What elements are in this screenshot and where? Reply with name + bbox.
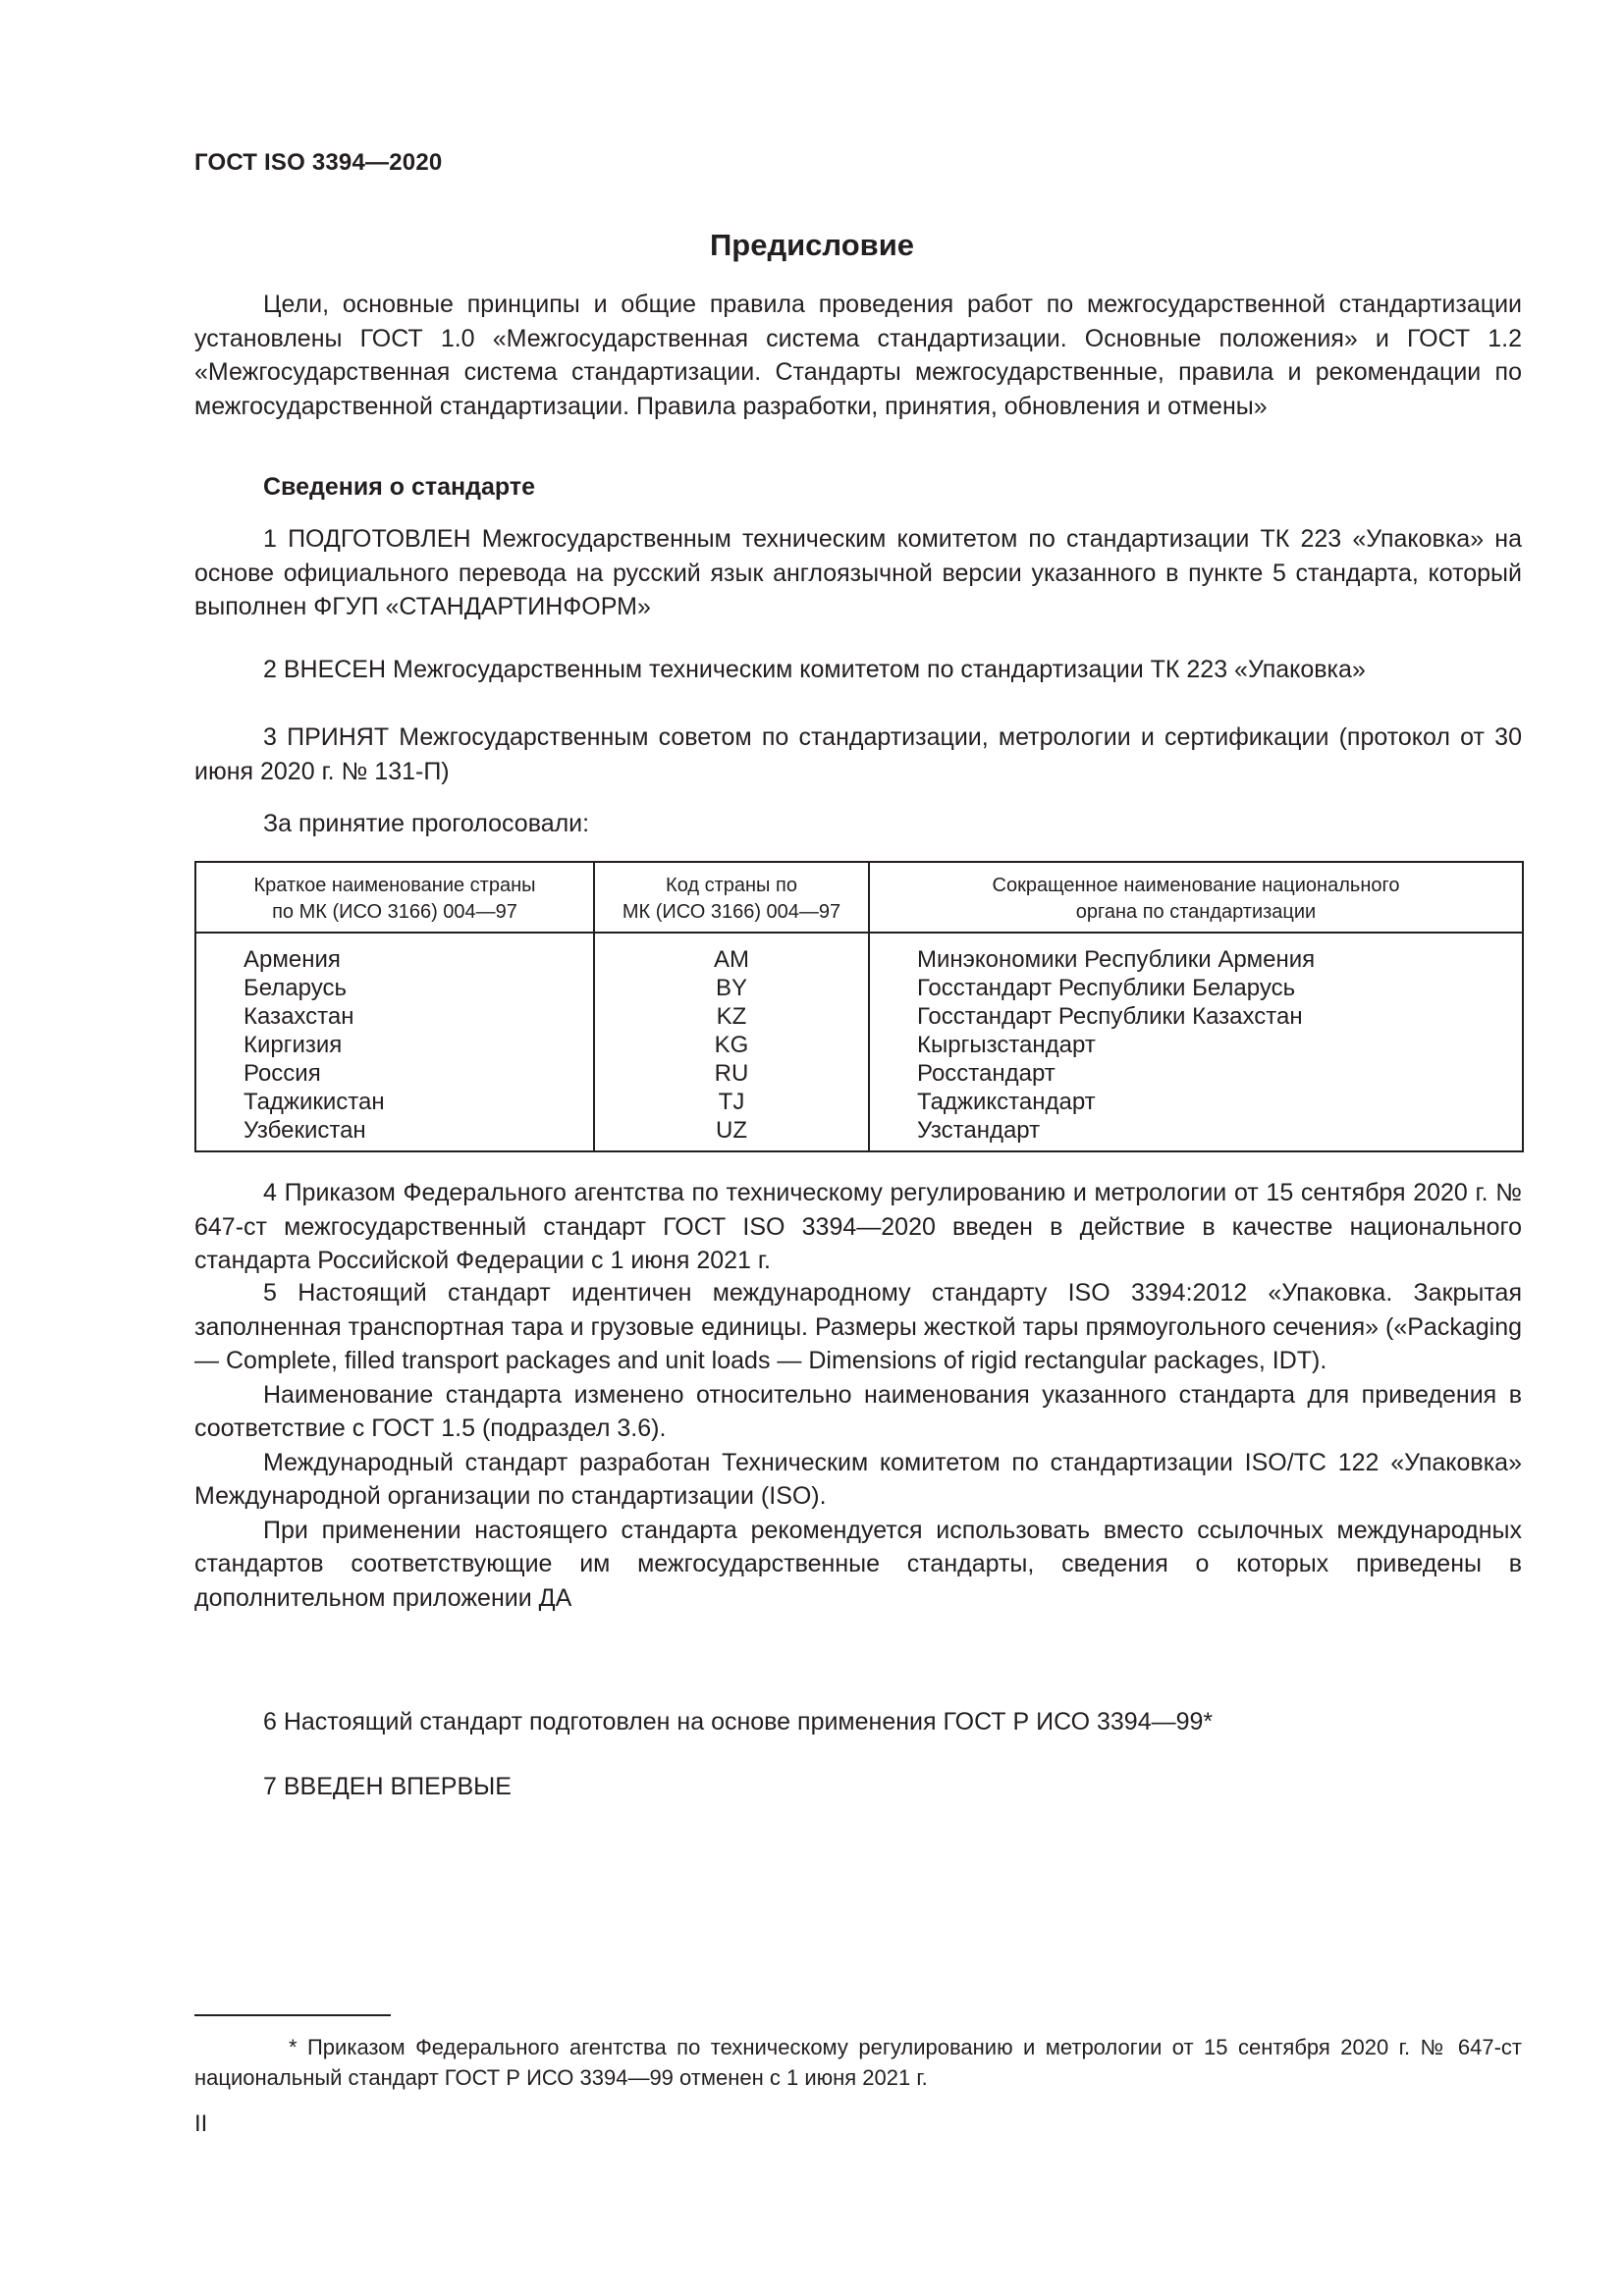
item-3-text: 3 ПРИНЯТ Межгосударственным советом по стандартизации, метрологии и сертификации (протокол от 30 июня 2020 г. № 131-П) [194,723,1522,785]
item-1-text: 1 ПОДГОТОВЛЕН Межгосударственным техническим комитетом по стандартизации ТК 223 «Упаковка» на основе официального перевода на русский язык англоязычной версии указанного в пункте 5 стандарта, который выполнен ФГУП «СТАНДАРТИНФОРМ» [194,525,1522,620]
item-1 [194,522,1522,624]
table-cell-code: BY [715,975,747,1001]
intro-text: Цели, основные принципы и общие правила проведения работ по межгосударственной стандартизации установлены ГОСТ 1.0 «Межгосударственная система стандартизации. Основные положения» и ГОСТ 1.2 «Межгосударственная система стандартизации. Стандарты межгосударственные, правила и рекомендации по межгосударственной стандартизации. Правила разработки, принятия, обновления и отмены» [194,291,1522,420]
item-3 [194,721,1522,788]
header-line: Краткое наименование страны [253,875,536,896]
item-5-paragraph-4: При применении настоящего стандарта рекомендуется использовать вместо ссылочных международных стандартов соответствующие им межгосударственные стандарты, сведения о которых приведены в дополнительном приложении ДА [194,1516,1522,1612]
table-cell-code: AM [714,946,749,973]
item-4 [194,1176,1522,1278]
document-header: ГОСТ ISO 3394—2020 [194,149,443,176]
table-cell-code: UZ [716,1117,747,1144]
header-line: МК (ИСО 3166) 004—97 [622,901,841,923]
header-line: Код страны по [666,875,797,896]
footnote-text: * Приказом Федерального агентства по техническому регулированию и метрологии от 15 сентября 2020 г. № 647-ст национальный стандарт ГОСТ Р ИСО 3394—99 отменен с 1 июня 2021 г. [194,2035,1522,2090]
footnote [194,2032,1522,2093]
info-heading: Сведения о стандарте [263,473,536,501]
table-cell-body: Минэкономики Республики Армения [917,946,1316,973]
table-header-code [595,873,868,926]
page-title: Предисловие [709,228,914,262]
table-cell-body: Узстандарт [917,1117,1041,1144]
table-cell-code: KZ [716,1003,747,1030]
footnote-rule [194,2014,391,2016]
header-line: органа по стандартизации [1075,901,1317,923]
item-5-paragraph-1: 5 Настоящий стандарт идентичен международному стандарту ISO 3394:2012 «Упаковка. Закрытая заполненная транспортная тара и грузовые единицы. Размеры жесткой тары прямоугольного сечения» («Packaging — Complete, filled transport packages and unit loads — Dimensions of rigid rectangular packages, IDT). [194,1279,1522,1374]
header-line: по МК (ИСО 3166) 004—97 [272,901,517,923]
item-6: 6 Настоящий стандарт подготовлен на основе применения ГОСТ Р ИСО 3394—99* [263,1708,1214,1735]
table-cell-country: Беларусь [244,975,347,1001]
country-column [244,945,385,1145]
item-2: 2 ВНЕСЕН Межгосударственным техническим комитетом по стандартизации ТК 223 «Упаковка» [263,656,1366,683]
header-line: Сокращенное наименование национального [992,875,1400,896]
item-5-paragraph-3: Международный стандарт разработан Техническим комитетом по стандартизации ISO/TC 122 «Упаковка» Международной организации по стандартизации (ISO). [194,1448,1522,1510]
vote-intro: За принятие проголосовали: [263,810,590,837]
table-cell-body: Таджикстандарт [917,1089,1096,1115]
table-cell-body: Госстандарт Республики Беларусь [917,975,1296,1001]
item-5 [194,1276,1522,1615]
intro-paragraph [194,288,1522,423]
table-cell-country: Казахстан [244,1003,354,1030]
table-cell-country: Узбекистан [244,1117,366,1144]
table-cell-country: Киргизия [244,1032,343,1058]
item-5-paragraph-2: Наименование стандарта изменено относительно наименования указанного стандарта для приведения в соответствие с ГОСТ 1.5 (подраздел 3.6). [194,1380,1522,1442]
item-4-text: 4 Приказом Федерального агентства по техническому регулированию и метрологии от 15 сентября 2020 г. № 647-ст межгосударственный стандарт ГОСТ ISO 3394—2020 введен в действие в качестве национального стандарта Российской Федерации с 1 июня 2021 г. [194,1179,1522,1274]
table-cell-body: Росстандарт [917,1060,1056,1087]
code-column [595,945,868,1145]
table-cell-country: Таджикистан [244,1089,385,1115]
member-states-table [194,861,1524,1152]
item-7: 7 ВВЕДЕН ВПЕРВЫЕ [263,1773,512,1800]
table-cell-body: Кыргызстандарт [917,1032,1096,1058]
table-header-body [870,873,1522,926]
table-header-country [196,873,593,926]
body-column [917,945,1315,1145]
table-header-rule [196,932,1522,934]
table-cell-code: KG [714,1032,749,1058]
table-cell-code: TJ [718,1089,745,1115]
table-cell-country: Россия [244,1060,321,1087]
page-number: II [194,2110,208,2137]
table-cell-code: RU [714,1060,749,1087]
table-cell-country: Армения [244,946,341,973]
table-cell-body: Госстандарт Республики Казахстан [917,1003,1303,1030]
